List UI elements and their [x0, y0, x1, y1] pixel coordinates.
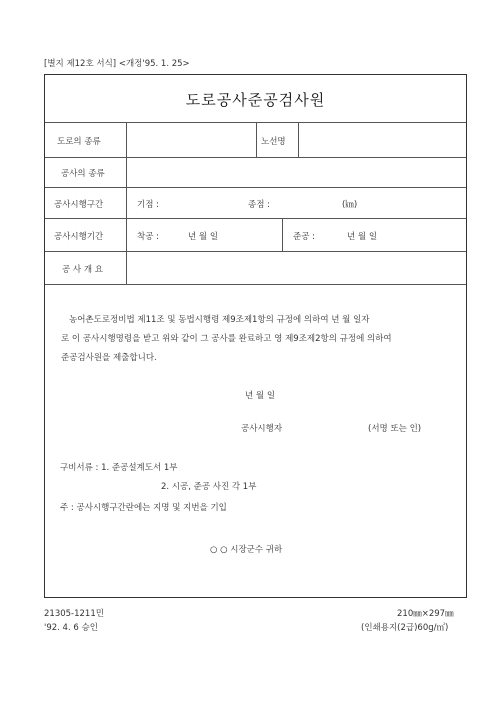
form-number: 21305-1211민 — [44, 609, 104, 619]
approval-date: '92. 4. 6 승인 — [44, 623, 98, 633]
row-divider — [45, 218, 466, 219]
cell-divider — [298, 122, 299, 157]
km-unit: (㎞) — [342, 200, 358, 210]
statement-line: 준공검사원을 제출합니다. — [61, 353, 157, 363]
route-name-label: 노선명 — [261, 137, 286, 147]
period-label: 공사시행기간 — [54, 232, 104, 242]
paper-size: 210㎜×297㎜ — [397, 609, 454, 619]
start-point-label: 기점 : — [137, 200, 159, 210]
cell-divider — [256, 122, 257, 157]
form-title: 도로공사준공검사원 — [185, 91, 326, 109]
entry-note: 주 : 공사시행구간란에는 지명 및 지번을 기입 — [60, 503, 227, 513]
section-label: 공사시행구간 — [54, 200, 104, 210]
paper-spec: (인쇄용지(2급)60g/㎡) — [361, 623, 449, 633]
overview-label: 공 사 개 요 — [62, 265, 103, 275]
row-divider — [45, 284, 466, 285]
date-line: 년 월 일 — [245, 391, 276, 401]
road-type-label: 도로의 종류 — [57, 137, 101, 147]
label-column-divider — [126, 122, 127, 284]
complete-date: 년 월 일 — [347, 232, 378, 242]
row-divider — [45, 157, 466, 158]
attachments-item1: 구비서류 : 1. 준공설계도서 1부 — [60, 463, 178, 473]
signature-note: (서명 또는 인) — [368, 424, 422, 434]
applicant-label: 공사시행자 — [241, 424, 283, 434]
statement-line: 로 이 공사시행명령을 받고 위와 같이 그 공사를 완료하고 영 제9조제2항의 규정에 의하여 — [61, 334, 392, 344]
end-point-label: 종점 : — [248, 200, 270, 210]
row-divider — [45, 187, 466, 188]
commence-date: 년 월 일 — [188, 232, 219, 242]
inspection-form — [44, 74, 467, 598]
attachments-item2: 2. 시공, 준공 사진 각 1부 — [161, 482, 257, 492]
cell-divider — [282, 218, 283, 251]
row-divider — [45, 251, 466, 252]
statement-text — [61, 311, 456, 368]
work-type-label: 공사의 종류 — [61, 169, 105, 179]
statement-line: 농어촌도로정비법 제11조 및 동법시행령 제9조제1항의 규정에 의하여 년 월 일자 — [69, 315, 370, 325]
commence-label: 착공 : — [137, 232, 159, 242]
addressee: ○ ○ 시장군수 귀하 — [210, 545, 283, 555]
complete-label: 준공 : — [293, 232, 315, 242]
form-header-note: [별지 제12호 서식] <개정'95. 1. 25> — [44, 59, 190, 69]
